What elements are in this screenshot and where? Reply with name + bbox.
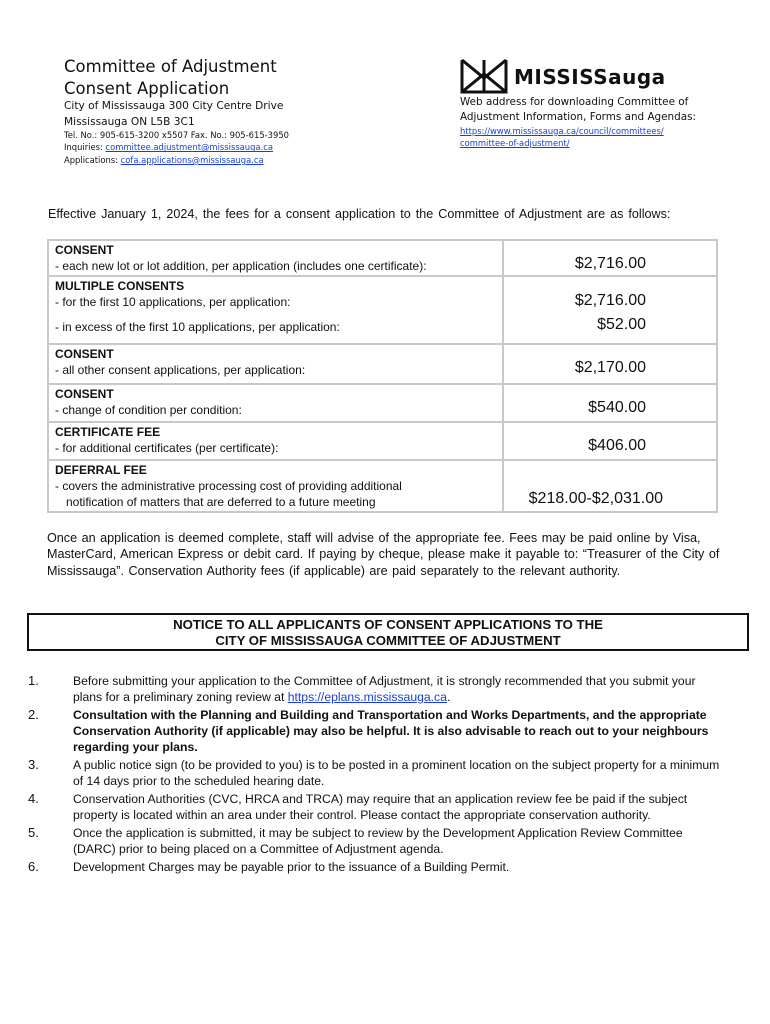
fee-heading: MULTIPLE CONSENTS [55, 279, 185, 293]
fee-desc: - change of condition per condition: [55, 403, 242, 417]
fee-row-consent [49, 241, 716, 275]
fee-desc: - covers the administrative processing cost of providing additional [55, 479, 402, 493]
address-line-1: City of Mississauga 300 City Centre Drive [64, 100, 284, 112]
web-url-line-1[interactable]: https://www.mississauga.ca/council/committees/ [460, 126, 664, 136]
eplans-link[interactable]: https://eplans.mississauga.ca [287, 690, 447, 704]
list-text-tail: . [446, 690, 451, 704]
fee-intro: Effective January 1, 2024, the fees for a consent application to the Committee of Adjustment are as follows: [48, 207, 671, 221]
mississauga-logo [460, 57, 675, 100]
fee-row-multiple [49, 275, 716, 343]
contact-info [64, 129, 289, 166]
fee-table [47, 239, 718, 513]
inquiries-label: Inquiries: [64, 142, 106, 153]
fee-desc: - each new lot or lot addition, per application (includes one certificate): [55, 259, 427, 273]
web-address-label: Web address for downloading Committee of Adjustment Information, Forms and Agendas: [460, 96, 697, 123]
phone-fax: Tel. No.: 905-615-3200 x5507 Fax. No.: 905-615-3950 [64, 130, 289, 140]
list-item [28, 673, 728, 705]
fee-desc: - all other consent applications, per application: [55, 363, 306, 377]
list-item [28, 859, 728, 875]
list-text: Before submitting your application to the Committee of Adjustment, it is strongly recommended that you submit your plans for a preliminary zoning review at [73, 674, 696, 704]
fee-desc: notification of matters that are deferred to a future meeting [66, 495, 376, 509]
fee-amount: $540.00 [588, 399, 646, 416]
page-title [64, 56, 277, 100]
fee-heading: DEFERRAL FEE [55, 463, 147, 477]
inquiries-line [64, 141, 289, 153]
notice-line-1: NOTICE TO ALL APPLICANTS OF CONSENT APPLICATIONS TO THE [173, 617, 603, 632]
fee-row-other-consent [49, 343, 716, 383]
list-text: Consultation with the Planning and Building and Transportation and Works Departments, and the appropriate Conservation Authority (if applicable) may also be helpful. It is also advisable to reach out to your neighbours regarding your plans. [73, 708, 709, 754]
fee-row-certificate [49, 421, 716, 459]
fee-row-deferral [49, 459, 716, 511]
applications-line [64, 154, 289, 166]
logo-wordmark: MISSISSauga [514, 65, 666, 89]
notice-box [27, 613, 749, 651]
list-text: Conservation Authorities (CVC, HRCA and TRCA) may require that an application review fee be paid if the subject property is located within an area under their control. Please contact the appropriate conservation authority. [73, 792, 688, 822]
fee-heading: CONSENT [55, 347, 114, 361]
inquiries-email-link[interactable]: committee.adjustment@mississauga.ca [105, 142, 273, 153]
list-item [28, 825, 728, 857]
fee-amount: $2,170.00 [574, 359, 646, 376]
fee-amount: $2,716.00 [574, 255, 646, 272]
fee-desc: - in excess of the first 10 applications, per application: [55, 320, 340, 334]
list-number: 4. [28, 791, 39, 806]
mississauga-logo-icon [460, 57, 675, 95]
fee-heading: CONSENT [55, 387, 114, 401]
list-text: A public notice sign (to be provided to you) is to be posted in a prominent location on the subject property for a minimum of 14 days prior to the scheduled hearing date. [73, 758, 720, 788]
title-line-2: Consent Application [64, 79, 230, 98]
fee-heading: CONSENT [55, 243, 114, 257]
fee-heading: CERTIFICATE FEE [55, 425, 161, 439]
list-number: 6. [28, 859, 39, 874]
list-item [28, 791, 728, 823]
fee-amount: $2,716.00 [574, 292, 646, 309]
fee-amount: $52.00 [597, 316, 646, 333]
fee-desc: - for the first 10 applications, per application: [55, 295, 291, 309]
list-number: 2. [28, 707, 39, 722]
title-line-1: Committee of Adjustment [64, 57, 277, 76]
applications-email-link[interactable]: cofa.applications@mississauga.ca [120, 154, 264, 165]
fee-amount: $406.00 [588, 437, 646, 454]
office-address [64, 98, 283, 130]
applications-label: Applications: [64, 154, 121, 165]
payment-info: Once an application is deemed complete, staff will advise of the appropriate fee. Fees may be paid online by Visa, MasterCard, American Express or debit card. If paying by cheque, please make it payable to: “Treasurer of the City of Mississauga”. Conservation Authority fees (if applicable) are paid separately to the relevant authority. [47, 531, 720, 578]
list-text: Development Charges may be payable prior to the issuance of a Building Permit. [73, 860, 510, 874]
list-number: 5. [28, 825, 39, 840]
list-item [28, 707, 728, 755]
list-number: 3. [28, 757, 39, 772]
notice-line-2: CITY OF MISSISSAUGA COMMITTEE OF ADJUSTMENT [215, 633, 561, 648]
web-address [460, 95, 700, 149]
fee-desc: - for additional certificates (per certificate): [55, 441, 279, 455]
web-url-line-2[interactable]: committee-of-adjustment/ [460, 138, 570, 148]
list-number: 1. [28, 673, 39, 688]
list-item [28, 757, 728, 789]
address-line-2: Mississauga ON L5B 3C1 [64, 116, 195, 128]
list-text: Once the application is submitted, it may be subject to review by the Development Application Review Committee (DARC) prior to being placed on a Committee of Adjustment agenda. [73, 826, 683, 856]
fee-amount: $218.00-$2,031.00 [528, 490, 663, 507]
fee-row-change-condition [49, 383, 716, 421]
notice-list [28, 673, 728, 877]
